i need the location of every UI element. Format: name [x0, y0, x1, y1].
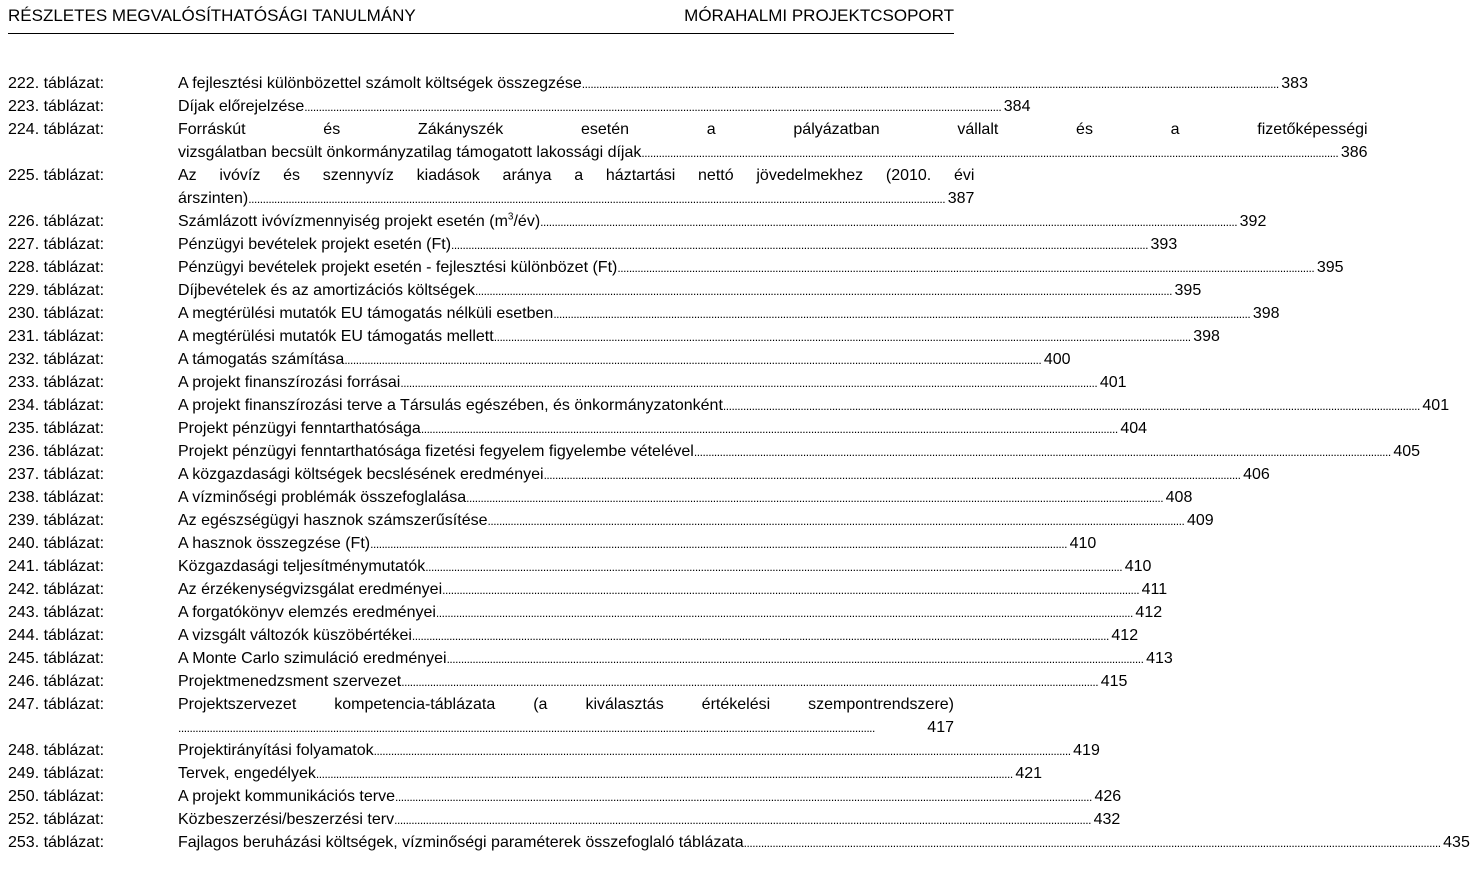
toc-entry-number: 226. táblázat:: [8, 213, 105, 230]
toc-entry-page: 387: [947, 190, 975, 207]
toc-entry[interactable]: [8, 785, 1122, 808]
toc-entry-title: Az egészségügyi hasznok számszerűsítése: [178, 512, 488, 529]
toc-entry-title-line1: Az ivóvíz és szennyvíz kiadások aránya a háztartási nettó jövedelmekhez (2010. évi: [178, 167, 975, 184]
toc-entry-number: 225. táblázat:: [8, 167, 105, 184]
dot-leader: [374, 739, 1070, 763]
toc-entry-title: Díjbevételek és az amortizációs költségek: [178, 282, 476, 299]
toc-entry[interactable]: [8, 371, 1127, 394]
dot-leader: [412, 624, 1108, 648]
toc-entry[interactable]: [8, 325, 1220, 348]
dot-leader: [421, 417, 1117, 441]
toc-entry-number: 245. táblázat:: [8, 650, 105, 667]
toc-entry-number: 222. táblázat:: [8, 75, 105, 92]
dot-leader: [316, 762, 1012, 786]
toc-entry-title: vizsgálatban becsült önkormányzatilag támogatott lakossági díjak: [178, 144, 642, 161]
dot-leader: [582, 72, 1278, 96]
toc-entry-page: 412: [1111, 627, 1139, 644]
dot-leader: [442, 578, 1138, 602]
toc-entry-title: Projekt pénzügyi fenntarthatósága fizetési fegyelem figyelembe vételével: [178, 443, 694, 460]
dot-leader: [394, 808, 1090, 832]
toc-entry[interactable]: [8, 739, 1100, 762]
toc-entry[interactable]: [8, 417, 1148, 440]
toc-entry[interactable]: [8, 118, 1368, 164]
toc-entry-number: 248. táblázat:: [8, 742, 105, 759]
toc-entry[interactable]: [8, 95, 1031, 118]
toc-entry-title: Közgazdasági teljesítménymutatók: [178, 558, 426, 575]
toc-entry-page: 426: [1094, 788, 1122, 805]
toc-entry-title: Projekt pénzügyi fenntarthatósága: [178, 420, 421, 437]
dot-leader: [694, 440, 1390, 464]
superscript: 3: [507, 211, 514, 223]
header-title-left: RÉSZLETES MEGVALÓSÍTHATÓSÁGI TANULMÁNY: [8, 6, 416, 25]
toc-entry-page: 398: [1252, 305, 1280, 322]
toc-entry-page: 395: [1316, 259, 1344, 276]
dot-leader: [447, 647, 1143, 671]
toc-entry[interactable]: [8, 532, 1097, 555]
toc-entry-page: 386: [1340, 144, 1368, 161]
toc-entry-title: A vizsgált változók küszöbértékei: [178, 627, 412, 644]
toc-entry-page: 410: [1124, 558, 1152, 575]
toc-entry-number: 227. táblázat:: [8, 236, 105, 253]
toc-entry-number: 224. táblázat:: [8, 121, 105, 138]
dot-leader: [400, 371, 1096, 395]
toc-entry[interactable]: [8, 601, 1163, 624]
toc-entry-page: 412: [1135, 604, 1163, 621]
list-of-tables: [8, 72, 1470, 854]
dot-leader: [451, 233, 1147, 257]
toc-entry-number: 253. táblázat:: [8, 834, 105, 851]
dot-leader: [544, 463, 1240, 487]
toc-entry-title: Projektmenedzsment szervezet: [178, 673, 402, 690]
dot-leader: [617, 256, 1313, 280]
toc-entry-page: 417: [927, 719, 954, 736]
header-title-right: MÓRAHALMI PROJEKTCSOPORT: [684, 6, 954, 25]
toc-entry-page: 400: [1043, 351, 1071, 368]
toc-entry[interactable]: [8, 693, 954, 739]
toc-entry[interactable]: [8, 509, 1214, 532]
toc-entry-title: A támogatás számítása: [178, 351, 345, 368]
toc-entry-number: 237. táblázat:: [8, 466, 105, 483]
toc-entry-number: 244. táblázat:: [8, 627, 105, 644]
toc-entry-page: 398: [1193, 328, 1220, 345]
toc-entry-number: 234. táblázat:: [8, 397, 105, 414]
toc-entry[interactable]: [8, 808, 1121, 831]
dot-leader: [494, 325, 1190, 349]
toc-entry-title-line1: Projektszervezet kompetencia-táblázata (a kiválasztás értékelési szempontrendszere): [178, 696, 954, 713]
toc-entry-title: A projekt finanszírozási terve a Társulás egészében, és önkormányzatonként: [178, 397, 723, 414]
toc-entry-page: 409: [1186, 512, 1214, 529]
toc-entry-number: 249. táblázat:: [8, 765, 105, 782]
dot-leader: [178, 716, 923, 740]
toc-entry[interactable]: [8, 164, 975, 210]
toc-entry-page: 432: [1093, 811, 1121, 828]
toc-entry-page: 383: [1281, 75, 1308, 92]
toc-entry-title: Közbeszerzési/beszerzési terv: [178, 811, 395, 828]
toc-entry-number: 240. táblázat:: [8, 535, 105, 552]
toc-entry-title: A hasznok összegzése (Ft): [178, 535, 371, 552]
toc-entry-number: 230. táblázat:: [8, 305, 105, 322]
dot-leader: [425, 555, 1121, 579]
toc-entry-page: 421: [1015, 765, 1043, 782]
toc-entry[interactable]: [8, 279, 1202, 302]
toc-entry[interactable]: [8, 394, 1450, 417]
toc-entry-number: 229. táblázat:: [8, 282, 105, 299]
toc-entry[interactable]: [8, 463, 1270, 486]
toc-entry-page: 415: [1100, 673, 1128, 690]
toc-entry[interactable]: [8, 486, 1193, 509]
toc-entry-title-line1: Forráskút és Zákányszék esetén a pályázatban vállalt és a fizetőképességi: [178, 121, 1368, 138]
toc-entry-title: árszinten): [178, 190, 249, 207]
toc-entry-number: 239. táblázat:: [8, 512, 105, 529]
toc-entry-title: A vízminőségi problémák összefoglalása: [178, 489, 467, 506]
toc-entry-page: 411: [1141, 581, 1168, 598]
toc-entry-title: Projektirányítási folyamatok: [178, 742, 374, 759]
toc-entry-page: 401: [1099, 374, 1127, 391]
dot-leader: [540, 210, 1236, 234]
toc-entry[interactable]: [8, 302, 1280, 325]
toc-entry-title: Fajlagos beruházási költségek, vízminőségi paraméterek összefoglaló táblázata: [178, 834, 744, 851]
toc-entry-title: A projekt kommunikációs terve: [178, 788, 395, 805]
toc-entry-page: 401: [1422, 397, 1450, 414]
toc-entry-title: A forgatókönyv elemzés eredményei: [178, 604, 436, 621]
dot-leader: [475, 279, 1171, 303]
toc-entry-page: 392: [1239, 213, 1267, 230]
page-header: [8, 4, 954, 28]
dot-leader: [370, 532, 1066, 556]
toc-entry[interactable]: [8, 256, 1344, 279]
toc-entry-title: A fejlesztési különbözettel számolt költségek összegzése: [178, 75, 582, 92]
toc-entry-number: 250. táblázat:: [8, 788, 105, 805]
toc-entry-page: 408: [1165, 489, 1193, 506]
dot-leader: [641, 141, 1337, 165]
toc-entry[interactable]: [8, 233, 1178, 256]
toc-entry-number: 252. táblázat:: [8, 811, 105, 828]
dot-leader: [248, 187, 944, 211]
dot-leader: [436, 601, 1132, 625]
toc-entry-number: 233. táblázat:: [8, 374, 105, 391]
toc-entry-title: Pénzügyi bevételek projekt esetén (Ft): [178, 236, 452, 253]
toc-entry-number: 223. táblázat:: [8, 98, 105, 115]
header-divider: [8, 33, 954, 34]
toc-entry-number: 241. táblázat:: [8, 558, 105, 575]
toc-entry-page: 393: [1150, 236, 1178, 253]
toc-entry[interactable]: [8, 762, 1043, 785]
toc-entry[interactable]: [8, 72, 1308, 95]
toc-entry[interactable]: [8, 670, 1128, 693]
dot-leader: [744, 831, 1440, 855]
toc-entry-title: A Monte Carlo szimuláció eredményei: [178, 650, 447, 667]
toc-entry-number: 232. táblázat:: [8, 351, 105, 368]
toc-entry[interactable]: [8, 831, 1470, 854]
toc-entry-number: 228. táblázat:: [8, 259, 105, 276]
toc-entry-title: Az érzékenységvizsgálat eredményei: [178, 581, 443, 598]
dot-leader: [304, 95, 1000, 119]
toc-entry-page: 405: [1393, 443, 1421, 460]
dot-leader: [553, 302, 1249, 326]
toc-entry-number: 247. táblázat:: [8, 696, 105, 713]
toc-entry-page: 435: [1443, 834, 1470, 851]
toc-entry[interactable]: [8, 210, 1267, 233]
toc-entry-number: 242. táblázat:: [8, 581, 105, 598]
toc-entry[interactable]: [8, 578, 1168, 601]
toc-entry[interactable]: [8, 647, 1173, 670]
toc-entry-title: Számlázott ivóvízmennyiség projekt esetén $(m^3/év)$: [178, 211, 541, 230]
dot-leader: [487, 509, 1183, 533]
toc-entry-title: A közgazdasági költségek becslésének eredményei: [178, 466, 544, 483]
toc-entry-title: Díjak előrejelzése: [178, 98, 305, 115]
toc-entry-number: 231. táblázat:: [8, 328, 105, 345]
dot-leader: [723, 394, 1419, 418]
toc-entry-title: Tervek, engedélyek: [178, 765, 316, 782]
toc-entry-title: A megtérülési mutatók EU támogatás mellett: [178, 328, 494, 345]
dot-leader: [395, 785, 1091, 809]
toc-entry-page: 395: [1174, 282, 1202, 299]
toc-entry-title: Pénzügyi bevételek projekt esetén - fejlesztési különbözet (Ft): [178, 259, 618, 276]
toc-entry-page: 384: [1003, 98, 1031, 115]
toc-entry-page: 406: [1243, 466, 1270, 483]
toc-entry-number: 236. táblázat:: [8, 443, 105, 460]
toc-entry-number: 238. táblázat:: [8, 489, 105, 506]
toc-entry-page: 419: [1073, 742, 1100, 759]
toc-entry-number: 235. táblázat:: [8, 420, 105, 437]
toc-entry-number: 243. táblázat:: [8, 604, 105, 621]
dot-leader: [344, 348, 1040, 372]
toc-entry-title: A megtérülési mutatók EU támogatás nélküli esetben: [178, 305, 554, 322]
toc-entry-number: 246. táblázat:: [8, 673, 105, 690]
toc-entry[interactable]: [8, 348, 1071, 371]
toc-entry-page: 404: [1120, 420, 1148, 437]
toc-entry[interactable]: [8, 555, 1152, 578]
dot-leader: [401, 670, 1097, 694]
toc-entry[interactable]: [8, 624, 1139, 647]
toc-entry-title: A projekt finanszírozási forrásai: [178, 374, 401, 391]
toc-entry-page: 410: [1069, 535, 1097, 552]
toc-entry-page: 413: [1146, 650, 1173, 667]
dot-leader: [466, 486, 1162, 510]
toc-entry[interactable]: [8, 440, 1421, 463]
